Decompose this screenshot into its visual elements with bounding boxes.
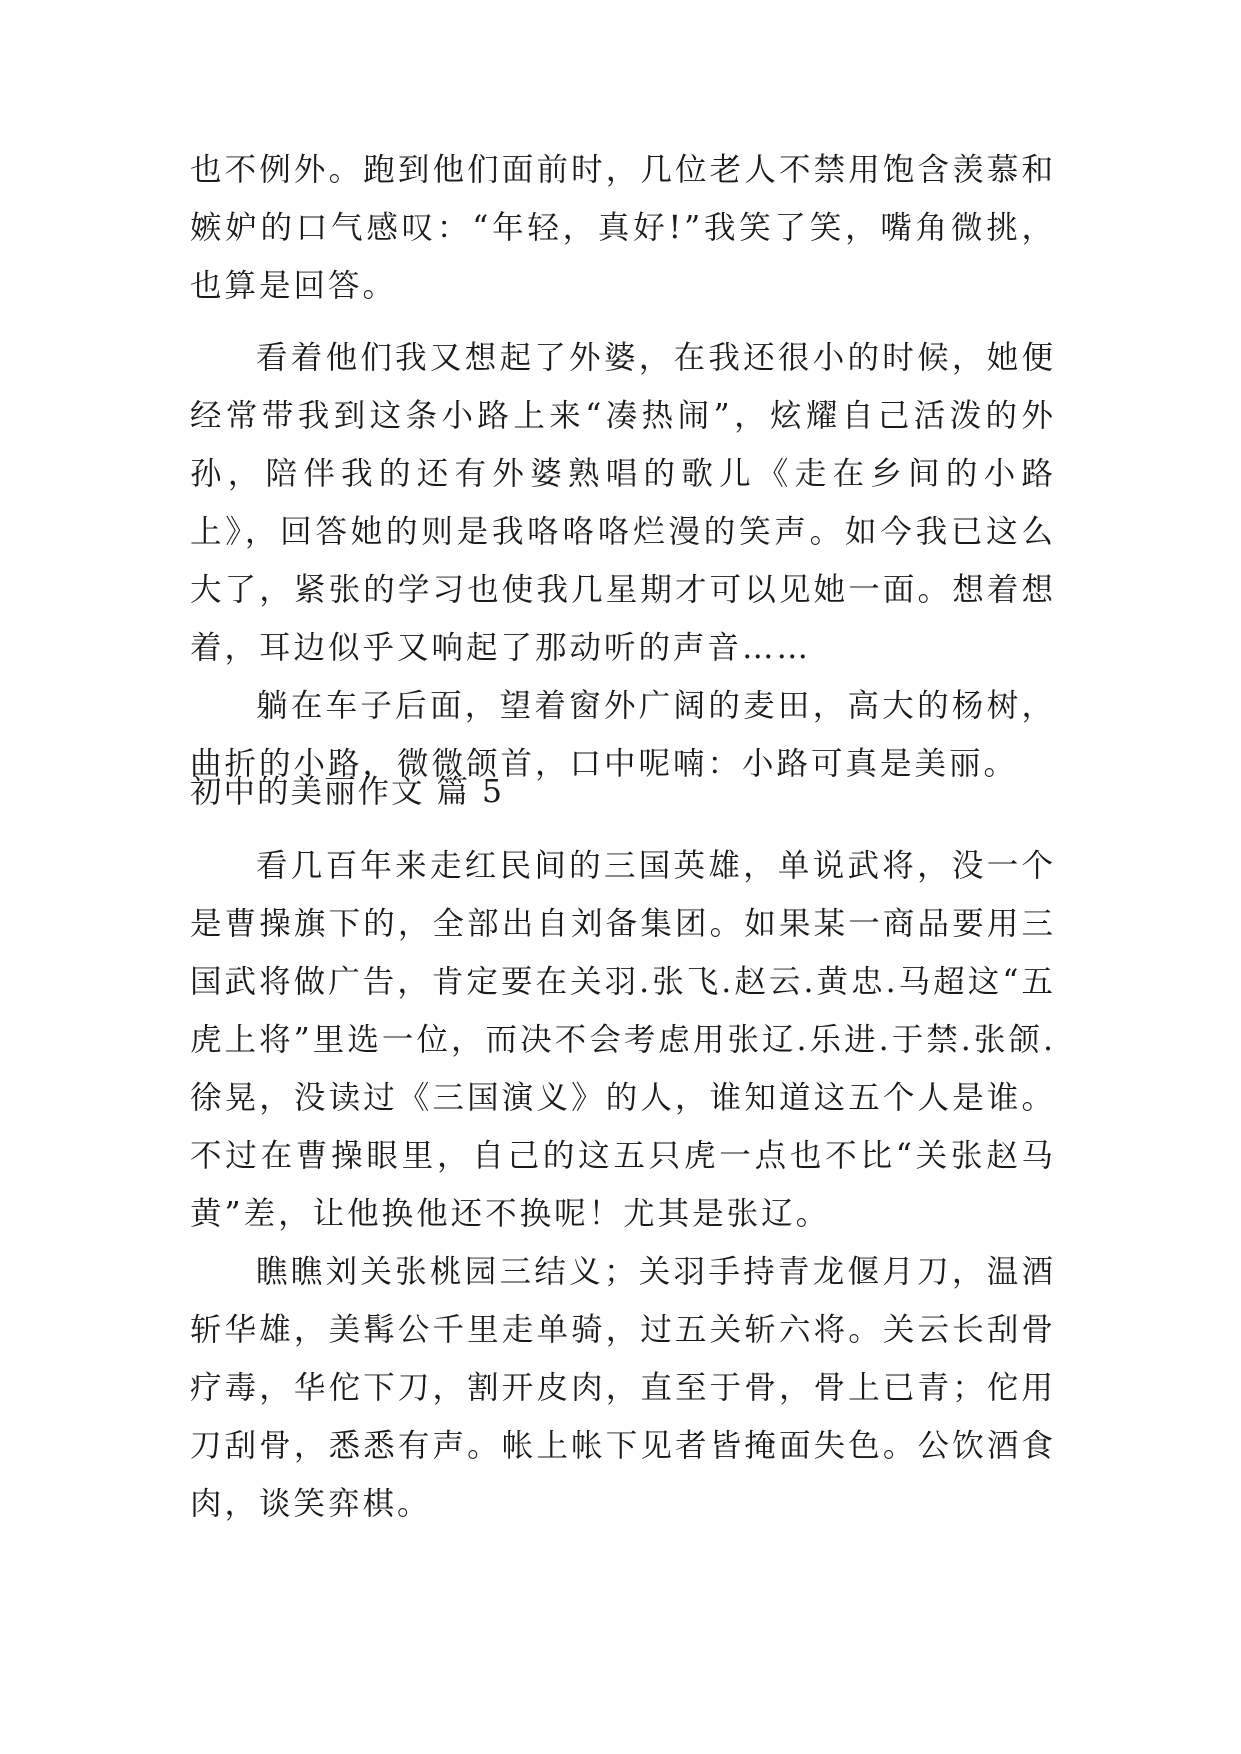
paragraph-continuation: 也不例外。跑到他们面前时，几位老人不禁用饱含羡慕和嫉妒的口气感叹：“年轻，真好!”我笑了笑，嘴角微挑，也算是回答。 xyxy=(190,152,1056,304)
essay-heading: 初中的美丽作文 篇 5 xyxy=(190,774,505,810)
paragraph-grandmother-memory: 看着他们我又想起了外婆，在我还很小的时候，她便经常带我到这条小路上来“凑热闹”，炫耀自己活泼的外孙，陪伴我的还有外婆熟唱的歌儿《走在乡间的小路上》，回答她的则是我咯咯咯烂漫的笑声。如今我已这么大了，紧张的学习也使我几星期才可以见她一面。想着想着，耳边似乎又响起了那动听的声音…… xyxy=(190,340,1056,666)
paragraph-wheat-field: 躺在车子后面，望着窗外广阔的麦田，高大的杨树，曲折的小路，微微颌首，口中呢喃：小路可真是美丽。 xyxy=(190,688,1056,782)
paragraph-three-kingdoms-generals: 看几百年来走红民间的三国英雄，单说武将，没一个是曹操旗下的，全部出自刘备集团。如果某一商品要用三国武将做广告，肯定要在关羽.张飞.赵云.黄忠.马超这“五虎上将”里选一位，而决不会考虑用张辽.乐进.于禁.张颌.徐晃，没读过《三国演义》的人，谁知道这五个人是谁。不过在曹操眼里，自己的这五只虎一点也不比“关张赵马黄”差，让他换他还不换呢！尤其是张辽。 xyxy=(190,848,1056,1232)
document-page xyxy=(190,0,1056,1754)
paragraph-guan-yu: 瞧瞧刘关张桃园三结义；关羽手持青龙偃月刀，温酒斩华雄，美髯公千里走单骑，过五关斩六将。关云长刮骨疗毒，华佗下刀，割开皮肉，直至于骨，骨上已青；佗用刀刮骨，悉悉有声。帐上帐下见者皆掩面失色。公饮酒食肉，谈笑弈棋。 xyxy=(190,1254,1056,1522)
